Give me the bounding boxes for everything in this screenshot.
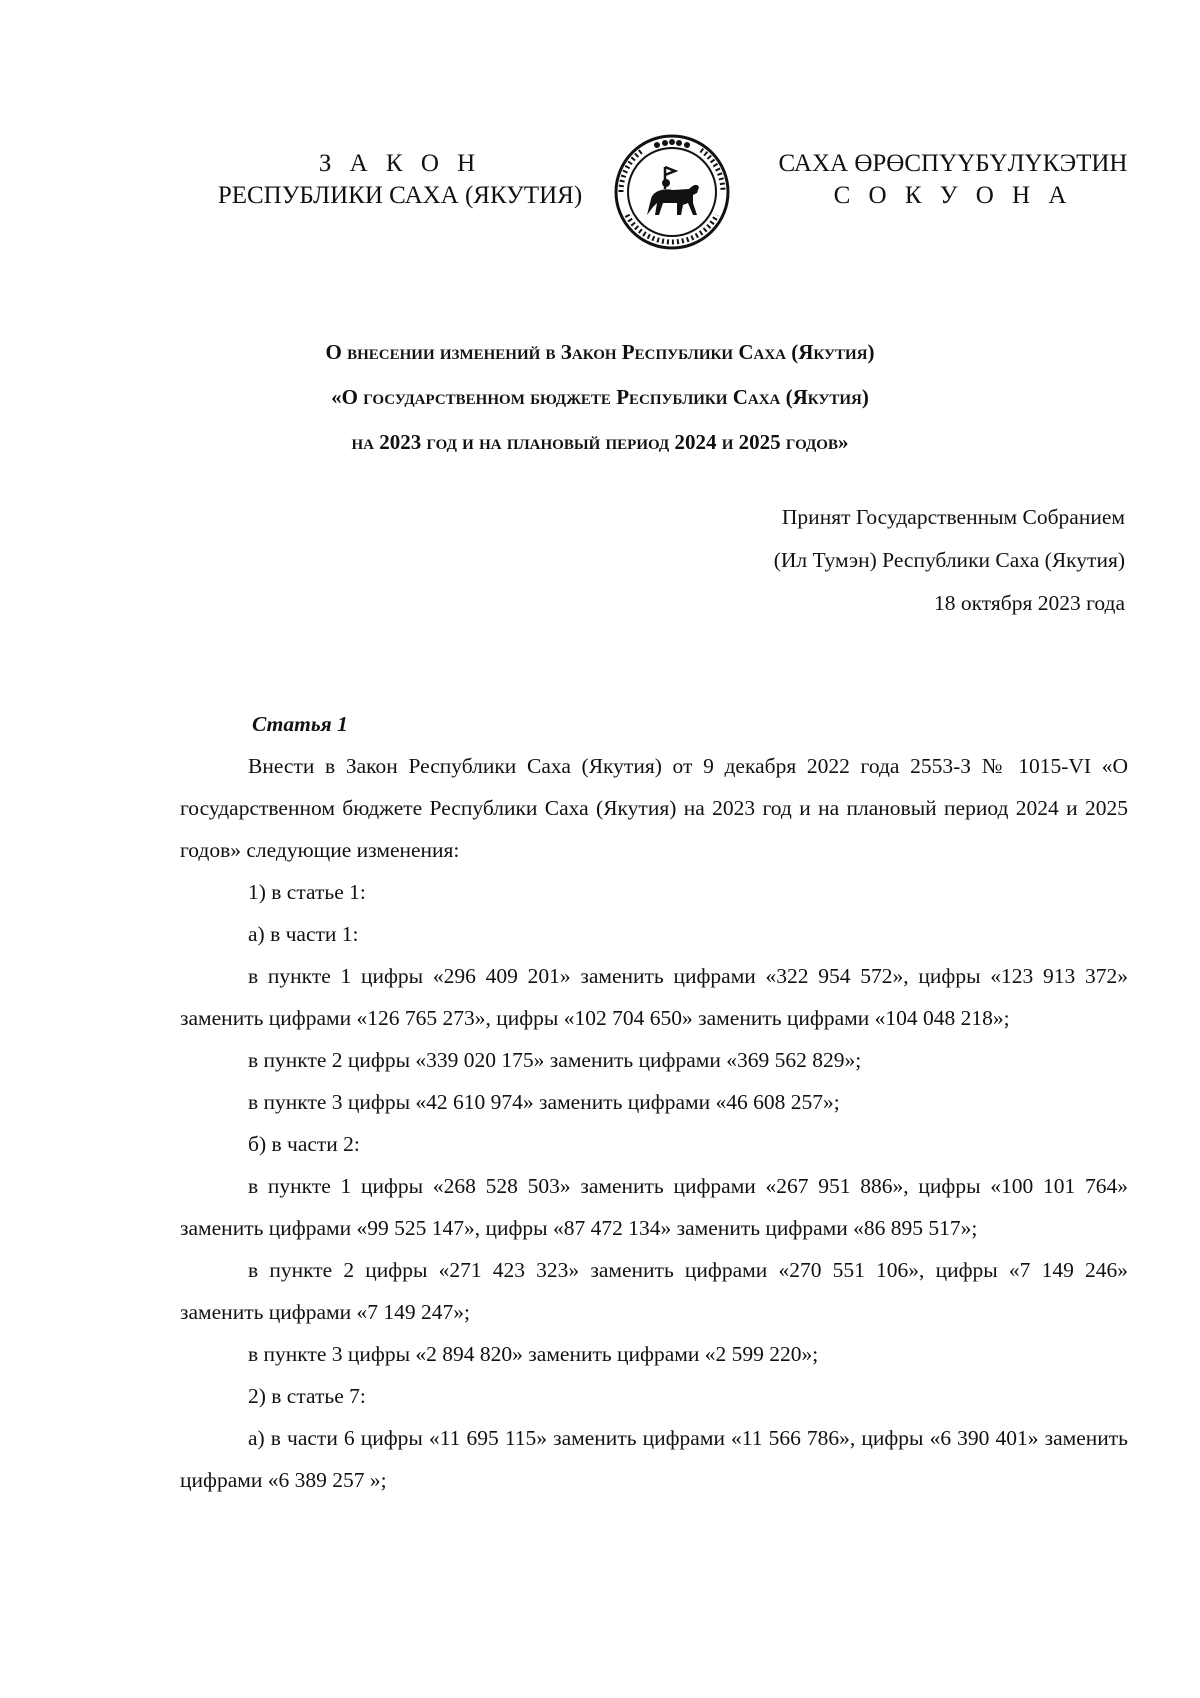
body-paragraph: 2) в статье 7: xyxy=(248,1384,366,1408)
law-title-line-1: О внесении изменений в Закон Республики Саха (Якутия) xyxy=(325,340,875,364)
header-left xyxy=(200,148,600,212)
body-paragraph: в пункте 3 цифры «2 894 820» заменить цифрами «2 599 220»; xyxy=(248,1342,819,1366)
body-paragraph: в пункте 1 цифры «268 528 503» заменить цифрами «267 951 886», цифры «100 101 764» заменить цифрами «99 525 147», цифры «87 472 134» заменить цифрами «86 895 517»; xyxy=(180,1174,1128,1240)
adoption-date: 18 октября 2023 года xyxy=(933,591,1125,615)
adoption-line-1: Принят Государственным Собранием xyxy=(781,505,1125,529)
header-left-republic: РЕСПУБЛИКИ САХА (ЯКУТИЯ) xyxy=(217,182,583,209)
header-left-law: З А К О Н xyxy=(318,150,482,177)
article-heading: Статья 1 xyxy=(252,712,348,736)
law-body xyxy=(180,703,1128,1501)
body-paragraph: а) в части 1: xyxy=(248,922,359,946)
header-right-law: С О К У О Н А xyxy=(833,182,1073,209)
body-paragraph: в пункте 3 цифры «42 610 974» заменить цифрами «46 608 257»; xyxy=(248,1090,840,1114)
header-right xyxy=(778,148,1128,212)
body-paragraph: Внести в Закон Республики Саха (Якутия) от 9 декабря 2022 года 2553-З № 1015-VI «О государственном бюджете Республики Саха (Якутия) на 2023 год и на плановый период 2024 и 2025 годов» следующие изменения: xyxy=(180,754,1128,862)
law-title xyxy=(0,330,1200,465)
header-right-republic: САХА ӨРӨСПҮҮБҮЛҮКЭТИН xyxy=(778,150,1128,177)
law-title-line-2: «О государственном бюджете Республики Саха (Якутия) xyxy=(331,385,869,409)
coat-of-arms-emblem-icon xyxy=(613,133,731,251)
law-title-line-3: на 2023 год и на плановый период 2024 и 2025 годов» xyxy=(351,430,849,454)
body-paragraph: 1) в статье 1: xyxy=(248,880,366,904)
body-paragraph: а) в части 6 цифры «11 695 115» заменить цифрами «11 566 786», цифры «6 390 401» заменить цифрами «6 389 257 »; xyxy=(180,1426,1128,1492)
body-paragraph: в пункте 1 цифры «296 409 201» заменить цифрами «322 954 572», цифры «123 913 372» заменить цифрами «126 765 273», цифры «102 704 650» заменить цифрами «104 048 218»; xyxy=(180,964,1128,1030)
body-paragraph: в пункте 2 цифры «271 423 323» заменить цифрами «270 551 106», цифры «7 149 246» заменить цифрами «7 149 247»; xyxy=(180,1258,1128,1324)
body-paragraph: в пункте 2 цифры «339 020 175» заменить цифрами «369 562 829»; xyxy=(248,1048,862,1072)
adoption-line-2: (Ил Тумэн) Республики Саха (Якутия) xyxy=(773,548,1125,572)
body-paragraph: б) в части 2: xyxy=(248,1132,360,1156)
adoption-note xyxy=(774,496,1125,625)
